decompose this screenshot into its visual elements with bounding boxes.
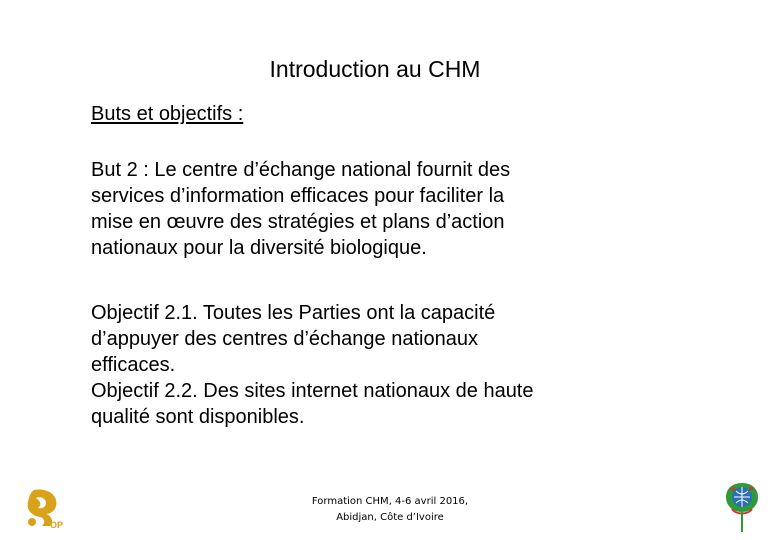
slide-subtitle: Buts et objectifs :: [91, 103, 244, 125]
goal-line: mise en œuvre des stratégies et plans d’action: [91, 211, 505, 233]
objective-line: qualité sont disponibles.: [91, 406, 305, 428]
slide-title: Introduction au CHM: [269, 56, 481, 82]
objective-line: efficaces.: [91, 354, 176, 376]
goal-line: nationaux pour la diversité biologique.: [91, 237, 427, 259]
goal-paragraph: [91, 157, 691, 261]
objectives-paragraph: [91, 300, 691, 430]
objective-line: d’appuyer des centres d’échange nationaux: [91, 328, 478, 350]
cbd-emblem-icon: [722, 479, 762, 535]
svg-text:OP: OP: [50, 520, 64, 530]
footer-line: Formation CHM, 4-6 avril 2016,: [311, 496, 469, 507]
footer-caption: [290, 494, 490, 526]
objective-line: Objectif 2.2. Des sites internet nationaux de haute: [91, 380, 534, 402]
goal-line: But 2 : Le centre d’échange national fournit des: [91, 159, 511, 181]
objective-line: Objectif 2.1. Toutes les Parties ont la capacité: [91, 302, 496, 324]
goal-line: services d’information efficaces pour faciliter la: [91, 185, 505, 207]
organization-logo-icon: [20, 486, 66, 530]
footer-line: Abidjan, Côte d’Ivoire: [336, 512, 444, 523]
